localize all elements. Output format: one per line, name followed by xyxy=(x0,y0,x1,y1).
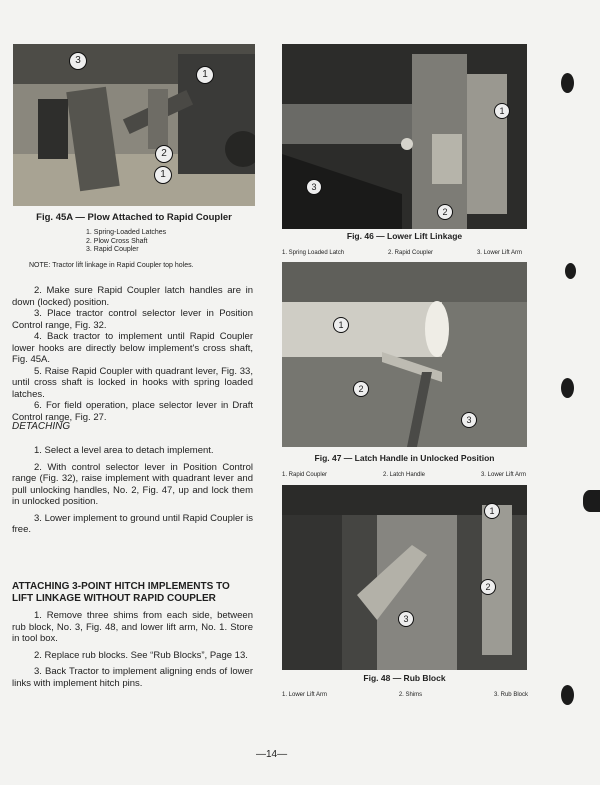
binder-hole xyxy=(561,378,574,398)
legend-item: 1. Spring-Loaded Latches xyxy=(86,229,167,236)
fig48-callout: 2 xyxy=(480,579,496,595)
fig48-photo xyxy=(282,485,527,670)
step-paragraph: 2. With control selector lever in Position Control range (Fig. 32), raise implement with quadrant lever and pull unlocking handles, No. 2, Fig. 47, up and lock them in unlocked position. xyxy=(12,461,253,507)
binder-hole xyxy=(561,73,574,93)
step-paragraph: 1. Select a level area to detach implement. xyxy=(34,445,214,456)
legend-item: 1. Rapid Coupler xyxy=(282,472,328,478)
page-number: —14— xyxy=(256,749,288,760)
fig46-legend xyxy=(282,250,522,256)
step-paragraph: 4. Back tractor to implement until Rapid Coupler lower hooks are directly below implement's cross shaft, Fig. 45A. xyxy=(12,331,253,365)
detaching-heading: DETACHING xyxy=(12,421,71,432)
step-paragraph: 6. For field operation, place selector lever in Draft Control range, Fig. 27. xyxy=(12,400,253,423)
fig46-callout: 3 xyxy=(306,179,322,195)
fig47-callout: 3 xyxy=(461,412,477,428)
fig45a-photo xyxy=(13,44,255,206)
fig45a-legend xyxy=(86,229,166,255)
legend-item: 2. Rapid Coupler xyxy=(388,250,434,256)
fig48-legend xyxy=(282,692,528,698)
fig47-caption: Fig. 47 — Latch Handle in Unlocked Position xyxy=(314,453,495,463)
fig45a-note: NOTE: Tractor lift linkage in Rapid Coupler top holes. xyxy=(29,262,194,269)
legend-item: 2. Shims xyxy=(398,692,423,698)
binder-hole xyxy=(565,263,576,279)
step-paragraph: 5. Raise Rapid Coupler with quadrant lever, Fig. 33, until cross shaft is locked in hooks with spring loaded latches. xyxy=(12,365,253,400)
fig47-photo xyxy=(282,262,527,447)
step-paragraph: 1. Remove three shims from each side, between rub block, No. 3, Fig. 48, and lower lift arm, No. 1. Store in tool box. xyxy=(12,610,253,644)
step-paragraph: 2. Make sure Rapid Coupler latch handles are in down (locked) position. xyxy=(12,285,253,308)
fig48-callout: 3 xyxy=(398,611,414,627)
fig48-caption: Fig. 48 — Rub Block xyxy=(363,673,446,683)
detaching-steps xyxy=(12,445,253,536)
legend-item: 3. Rapid Coupler xyxy=(86,246,139,253)
fig45a-callout: 1 xyxy=(196,66,214,84)
legend-item: 3. Lower Lift Arm xyxy=(476,250,522,256)
fig46-callout: 2 xyxy=(437,204,453,220)
step-paragraph: 2. Replace rub blocks. See “Rub Blocks”, Page 13. xyxy=(34,649,248,661)
fig46-callout: 1 xyxy=(494,103,510,119)
step-paragraph: 3. Lower implement to ground until Rapid Coupler is free. xyxy=(12,512,253,535)
legend-item: 2. Latch Handle xyxy=(382,472,426,478)
legend-item: 1. Lower Lift Arm xyxy=(282,692,328,698)
fig47-callout: 1 xyxy=(333,317,349,333)
binder-hole xyxy=(561,685,574,705)
fig46-photo xyxy=(282,44,527,229)
step-paragraph: 3. Place tractor control selector lever in Position Control range, Fig. 32. xyxy=(12,308,253,331)
fig45a-callout: 2 xyxy=(155,145,173,163)
legend-item: 3. Lower Lift Arm xyxy=(480,472,526,478)
fig48-callout: 1 xyxy=(484,503,500,519)
fig47-legend xyxy=(282,472,526,478)
attaching-steps xyxy=(12,610,253,689)
fig45a-callout: 1 xyxy=(154,166,172,184)
legend-item: 2. Plow Cross Shaft xyxy=(86,237,148,245)
attaching-heading: ATTACHING 3-POINT HITCH IMPLEMENTS TO LIFT LINKAGE WITHOUT RAPID COUPLER xyxy=(12,581,230,604)
binder-hole xyxy=(583,490,600,512)
fig45a-callout: 3 xyxy=(69,52,87,70)
fig46-caption: Fig. 46 — Lower Lift Linkage xyxy=(346,231,463,241)
legend-item: 3. Rub Block xyxy=(493,692,528,698)
step-paragraph: 3. Back Tractor to implement aligning ends of lower links with implement hitch pins. xyxy=(12,666,253,689)
legend-item: 1. Spring Loaded Latch xyxy=(282,250,345,256)
fig47-callout: 2 xyxy=(353,381,369,397)
fig45a-caption: Fig. 45A — Plow Attached to Rapid Coupler xyxy=(36,212,232,223)
steps-left xyxy=(12,285,253,423)
